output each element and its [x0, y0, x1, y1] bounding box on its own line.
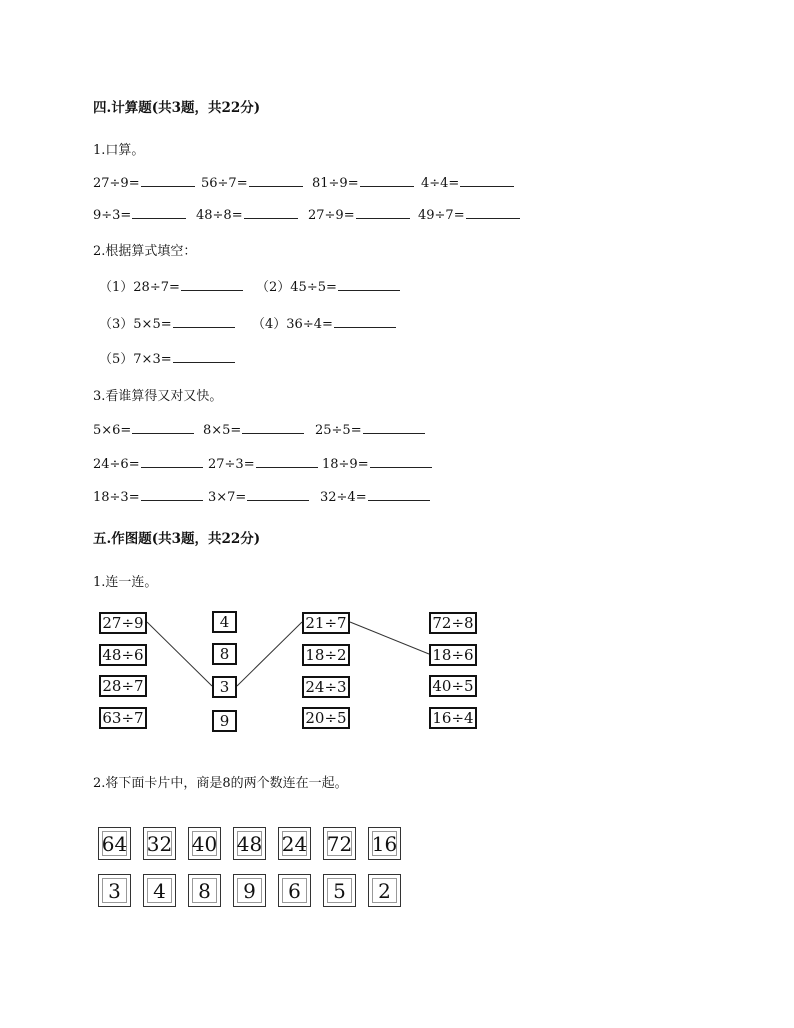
card-value: 3 [102, 878, 127, 903]
q2-expr: 7×3= [133, 352, 172, 367]
q1-title: 1.口算。 [93, 143, 145, 158]
card-value: 40 [191, 831, 218, 856]
connect-line [237, 622, 302, 686]
match-box-col4[interactable]: 40÷5 [429, 675, 477, 697]
number-card[interactable] [323, 827, 356, 860]
q1-expr: 27÷9= [308, 208, 355, 223]
card-value: 72 [326, 831, 353, 856]
q2-expr: 28÷7= [133, 280, 180, 295]
number-card[interactable] [368, 827, 401, 860]
q1-expr: 49÷7= [418, 208, 465, 223]
number-card[interactable] [188, 827, 221, 860]
match-box-col4[interactable]: 18÷6 [429, 644, 477, 666]
q2-expr: 5×5= [133, 317, 172, 332]
card-value: 4 [147, 878, 172, 903]
section4-title: 四.计算题(共3题，共22分) [93, 100, 261, 116]
card-value: 5 [327, 878, 352, 903]
number-card[interactable] [233, 874, 266, 907]
number-card[interactable] [98, 874, 131, 907]
q3-expr: 32÷4= [320, 490, 367, 505]
q2-num: （1） [99, 280, 134, 295]
q1-expr: 27÷9= [93, 176, 140, 191]
card-value: 6 [282, 878, 307, 903]
match-box-col2[interactable]: 8 [212, 643, 237, 665]
q3-expr: 27÷3= [208, 457, 255, 472]
q1-expr: 48÷8= [196, 208, 243, 223]
q2-num: （2） [256, 280, 291, 295]
q2-num: （5） [99, 352, 134, 367]
connect-line [147, 622, 212, 686]
match-box-col2[interactable]: 4 [212, 611, 237, 633]
number-card[interactable] [188, 874, 221, 907]
match-box-col1[interactable]: 48÷6 [99, 644, 147, 666]
card-value: 48 [236, 831, 263, 856]
card-value: 2 [372, 878, 397, 903]
card-value: 32 [146, 831, 173, 856]
match-box-col4[interactable]: 72÷8 [429, 612, 477, 634]
number-card[interactable] [233, 827, 266, 860]
match-box-col2[interactable]: 3 [212, 676, 237, 698]
number-card[interactable] [143, 827, 176, 860]
q3-expr: 8×5= [203, 423, 242, 438]
q3-expr: 24÷6= [93, 457, 140, 472]
q2-num: （3） [99, 317, 134, 332]
number-card[interactable] [98, 827, 131, 860]
q2-expr: 36÷4= [286, 317, 333, 332]
section5-title: 五.作图题(共3题，共22分) [93, 531, 261, 547]
number-card[interactable] [278, 827, 311, 860]
match-box-col2[interactable]: 9 [212, 710, 237, 732]
q1-expr: 4÷4= [421, 176, 460, 191]
card-value: 9 [237, 878, 262, 903]
q2-title: 2.根据算式填空： [93, 244, 197, 259]
number-card[interactable] [368, 874, 401, 907]
q2-expr: 45÷5= [290, 280, 337, 295]
s5-q2-title: 2.将下面卡片中，商是8的两个数连在一起。 [93, 776, 348, 791]
card-value: 8 [192, 878, 217, 903]
match-box-col3[interactable]: 20÷5 [302, 707, 350, 729]
q3-expr: 3×7= [208, 490, 247, 505]
s5-q1-title: 1.连一连。 [93, 575, 158, 590]
card-value: 24 [281, 831, 308, 856]
q3-expr: 18÷9= [322, 457, 369, 472]
match-box-col4[interactable]: 16÷4 [429, 707, 477, 729]
q3-expr: 25÷5= [315, 423, 362, 438]
q1-expr: 56÷7= [201, 176, 248, 191]
match-box-col1[interactable]: 27÷9 [99, 612, 147, 634]
match-box-col3[interactable]: 18÷2 [302, 644, 350, 666]
number-card[interactable] [143, 874, 176, 907]
match-box-col3[interactable]: 24÷3 [302, 676, 350, 698]
number-card[interactable] [323, 874, 356, 907]
card-value: 16 [371, 831, 398, 856]
connect-line [350, 622, 429, 654]
q3-expr: 5×6= [93, 423, 132, 438]
number-card[interactable] [278, 874, 311, 907]
match-box-col1[interactable]: 63÷7 [99, 707, 147, 729]
q3-title: 3.看谁算得又对又快。 [93, 389, 223, 404]
q1-expr: 9÷3= [93, 208, 132, 223]
match-box-col3[interactable]: 21÷7 [302, 612, 350, 634]
card-value: 64 [101, 831, 128, 856]
match-box-col1[interactable]: 28÷7 [99, 675, 147, 697]
q2-num: （4） [252, 317, 287, 332]
q3-expr: 18÷3= [93, 490, 140, 505]
q1-expr: 81÷9= [312, 176, 359, 191]
